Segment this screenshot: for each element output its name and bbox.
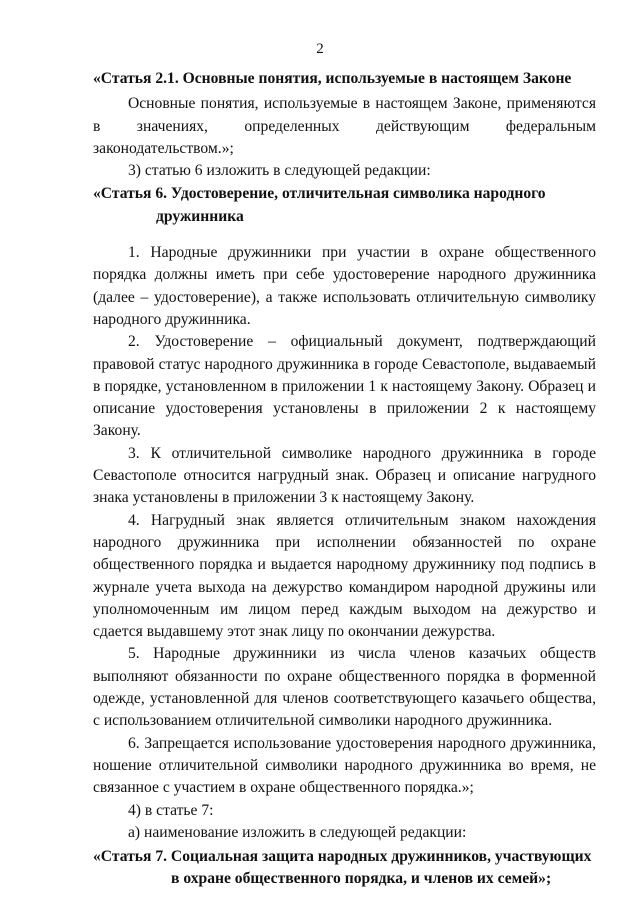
document-body xyxy=(93,68,596,891)
paragraph-6-5: 5. Народные дружинники из числа членов казачьих обществ выполняют обязанности по охране общественного порядка в форменной одежде, установленной для членов соответствующего казачьего общества, с использованием отличительной символики народного дружинника. xyxy=(93,645,596,730)
article-7-heading xyxy=(93,846,596,891)
paragraph-6-2: 2. Удостоверение – официальный документ, подтверждающий правовой статус народного дружинника в городе Севастополе, выдаваемый в порядке, установленном в приложении 1 к настоящему Закону. Образец и описание удостоверения установлены в приложении 2 к настоящему Закону. xyxy=(93,333,596,440)
paragraph-item-4: 4) в статье 7: xyxy=(128,801,214,819)
paragraph-6-4: 4. Нагрудный знак является отличительным знаком нахождения народного дружинника при исполнении обязанностей по охране общественного порядка и выдается народному дружиннику под подпись в журнале учета выхода на дежурство командиром народной дружины или уполномоченным им лицом перед каждым выходом на дежурство и сдается выдавшему этот знак лицу по окончании дежурства. xyxy=(93,511,596,641)
paragraph-basic-concepts: Основные понятия, используемые в настоящем Законе, применяются в значениях, определенных действующим федеральным законодательством.»; xyxy=(93,95,596,157)
article-6-heading-line1: «Статья 6. Удостоверение, отличительная символика народного xyxy=(93,185,546,203)
article-6-heading-line2: дружинника xyxy=(156,207,244,225)
paragraph-item-4a: а) наименование изложить в следующей редакции: xyxy=(128,823,467,841)
article-6-heading xyxy=(93,183,596,228)
article-7-heading-line2: в охране общественного порядка, и членов их семей»; xyxy=(171,870,552,888)
paragraph-6-1: 1. Народные дружинники при участии в охране общественного порядка должны иметь при себе удостоверение народного дружинника (далее – удостоверение), а также использовать отличительную символику народного дружинника. xyxy=(93,244,596,328)
paragraph-6-3: 3. К отличительной символике народного дружинника в городе Севастополе относится нагрудный знак. Образец и описание нагрудного знака установлены в приложении 3 к настоящему Закону. xyxy=(93,444,596,507)
article-7-heading-line1: «Статья 7. Социальная защита народных дружинников, участвующих xyxy=(93,848,592,866)
article-2-1-heading: «Статья 2.1. Основные понятия, используемые в настоящем Законе xyxy=(93,70,572,87)
paragraph-6-6: 6. Запрещается использование удостоверения народного дружинника, ношение отличительной символики народного дружинника во время, не связанное с участием в охране общественного порядка.»; xyxy=(93,734,596,797)
paragraph-item-3: 3) статью 6 изложить в следующей редакции: xyxy=(128,162,431,180)
page-number: 2 xyxy=(316,41,324,57)
